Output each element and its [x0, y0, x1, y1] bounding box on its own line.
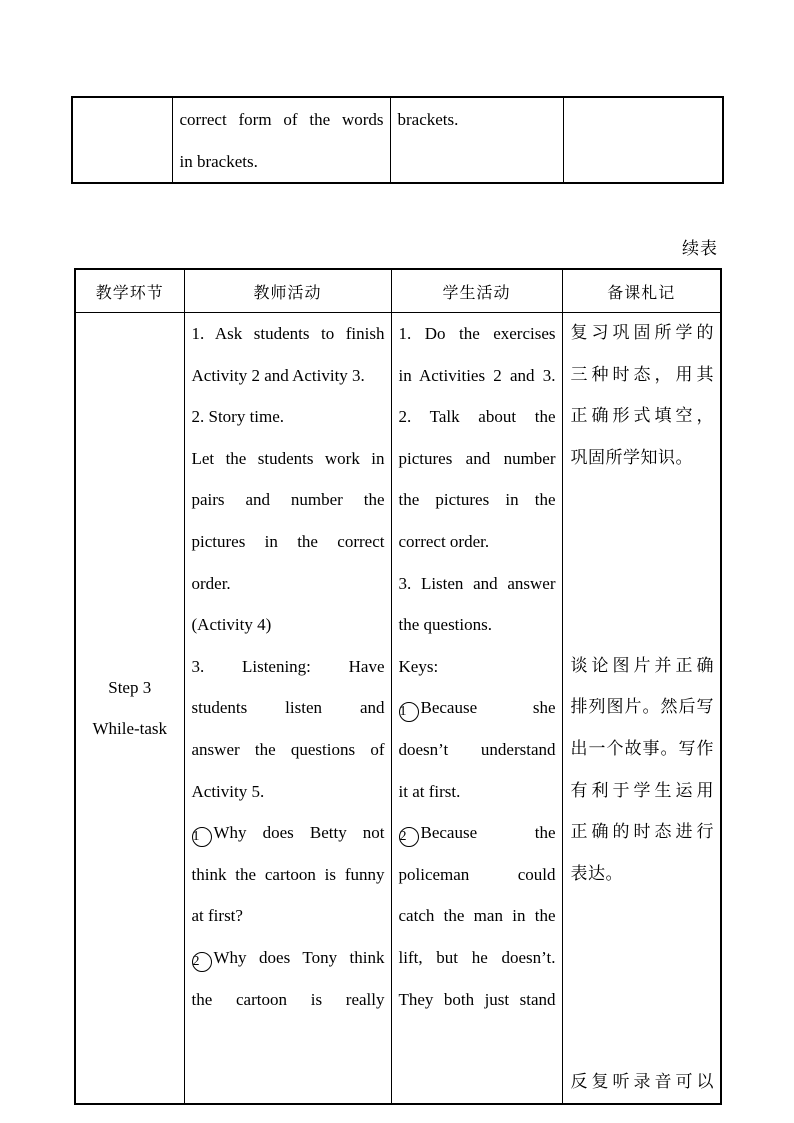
notes-line: 正确形式填空， [570, 406, 714, 427]
header-teacher-activity: 教师活动 [184, 269, 391, 313]
cell-line [399, 854, 556, 896]
cell-line [192, 479, 385, 521]
cell-line [399, 646, 556, 688]
cell-line [399, 355, 556, 397]
cell-line [192, 355, 385, 397]
line-text: it at first. [398, 781, 461, 801]
notes-line: 出一个故事。写作 [570, 738, 714, 759]
line-text: Keys: [398, 656, 439, 676]
line-text: 3. Listening: Have [191, 656, 385, 676]
notes-line: 排列图片。然后写 [570, 697, 714, 718]
notes-gap [571, 1020, 715, 1062]
circled-number-marker: 1 [192, 827, 212, 847]
line-text: catch the man in the [398, 906, 556, 926]
notes-line: 正确的时态进行 [570, 822, 714, 843]
cell-line [399, 438, 556, 480]
lesson-plan-table [74, 268, 722, 1105]
line-text: Let the students work in [191, 448, 385, 468]
cell-line [399, 313, 556, 355]
notes-gap [571, 563, 715, 605]
cell-line [192, 396, 385, 438]
line-text: answer the questions of [191, 739, 385, 759]
table-row [75, 313, 721, 1105]
cell-line [192, 521, 385, 563]
notes-gap [571, 521, 715, 563]
notes-gap [571, 479, 715, 521]
line-text: in Activities 2 and 3. [398, 365, 556, 385]
notes-gap [571, 604, 715, 646]
header-teaching-stage: 教学环节 [75, 269, 184, 313]
cell-line [399, 771, 556, 813]
header-student-activity: 学生活动 [391, 269, 562, 313]
line-text: Why does Tony think [213, 947, 385, 967]
cell-line [192, 438, 385, 480]
line-text: lift, but he doesn’t. [398, 947, 556, 967]
line-text: They both just stand [398, 989, 556, 1009]
student-activity-cell [391, 313, 562, 1105]
cell-line [399, 937, 556, 979]
notes-gap [571, 979, 715, 1021]
cell-line [192, 687, 385, 729]
notes-line: 有利于学生运用 [570, 780, 714, 801]
line-text: the pictures in the [398, 490, 556, 510]
cell-line [192, 812, 385, 854]
cell-line [192, 563, 385, 605]
cell-line [399, 521, 556, 563]
cell-line: in brackets. [179, 151, 258, 171]
cell-line [399, 687, 556, 729]
table-cell-teacher [172, 97, 390, 183]
notes-line: 反复听录音可以 [570, 1071, 714, 1092]
cell-line [192, 937, 385, 979]
line-text: 1. Ask students to finish [191, 324, 385, 343]
line-text: correct order. [398, 531, 490, 551]
cell-line [399, 396, 556, 438]
line-text: the cartoon is really [191, 989, 385, 1009]
line-text: Activity 5. [191, 781, 265, 801]
teacher-activity-cell [184, 313, 391, 1105]
cell-line [399, 604, 556, 646]
line-text: Why does Betty not [213, 823, 385, 843]
continued-table-top [71, 96, 724, 184]
line-text: the questions. [398, 615, 492, 635]
step-number: Step 3 [108, 677, 152, 697]
header-prep-notes: 备课札记 [562, 269, 721, 313]
circled-number-marker: 2 [399, 827, 419, 847]
line-text: 2. Talk about the [398, 407, 556, 427]
cell-line [192, 646, 385, 688]
cell-line [192, 771, 385, 813]
step-cell [75, 313, 184, 1105]
notes-line: 表达。 [570, 863, 623, 884]
line-text: 1. Do the exercises [398, 324, 556, 343]
step-name: While-task [92, 719, 168, 739]
line-text: Activity 2 and Activity 3. [191, 365, 365, 385]
notes-gap [571, 895, 715, 937]
cell-line [399, 979, 556, 1021]
notes-line: 复习巩固所学的 [570, 323, 714, 343]
notes-gap [571, 937, 715, 979]
circled-number-marker: 2 [192, 952, 212, 972]
table-cell-notes [563, 97, 723, 183]
line-text: order. [191, 573, 231, 593]
cell-line [399, 812, 556, 854]
continued-table-label: 续表 [682, 239, 718, 259]
circled-number-marker: 1 [399, 702, 419, 722]
cell-line: correct form of the words [179, 110, 384, 129]
table-row [72, 97, 723, 183]
line-text: think the cartoon is funny [191, 864, 385, 884]
line-text: pictures and number [398, 448, 556, 468]
line-text: doesn’t understand [398, 739, 556, 759]
table-header-row [75, 269, 721, 313]
cell-line [192, 729, 385, 771]
cell-line [399, 895, 556, 937]
cell-line: brackets. [397, 110, 459, 129]
notes-line: 巩固所学知识。 [570, 447, 693, 468]
line-text: 2. Story time. [191, 407, 285, 427]
table-cell-student [390, 97, 563, 183]
line-text: pictures in the correct [191, 531, 385, 551]
line-text: Because she [420, 698, 556, 718]
line-text: (Activity 4) [191, 615, 272, 635]
cell-line [399, 563, 556, 605]
cell-line [192, 854, 385, 896]
notes-line: 谈论图片并正确 [570, 655, 714, 676]
cell-line [399, 729, 556, 771]
line-text: pairs and number the [191, 490, 385, 510]
cell-line [192, 313, 385, 355]
cell-line [192, 979, 385, 1021]
notes-line: 三种时态，用其 [570, 364, 714, 385]
cell-line [399, 479, 556, 521]
cell-line [192, 895, 385, 937]
line-text: students listen and [191, 698, 385, 718]
line-text: 3. Listen and answer [398, 573, 556, 593]
cell-line [192, 604, 385, 646]
line-text: policeman could [398, 864, 556, 884]
table-cell-step [72, 97, 172, 183]
prep-notes-cell [562, 313, 721, 1105]
line-text: at first? [191, 906, 243, 926]
line-text: Because the [420, 823, 556, 843]
